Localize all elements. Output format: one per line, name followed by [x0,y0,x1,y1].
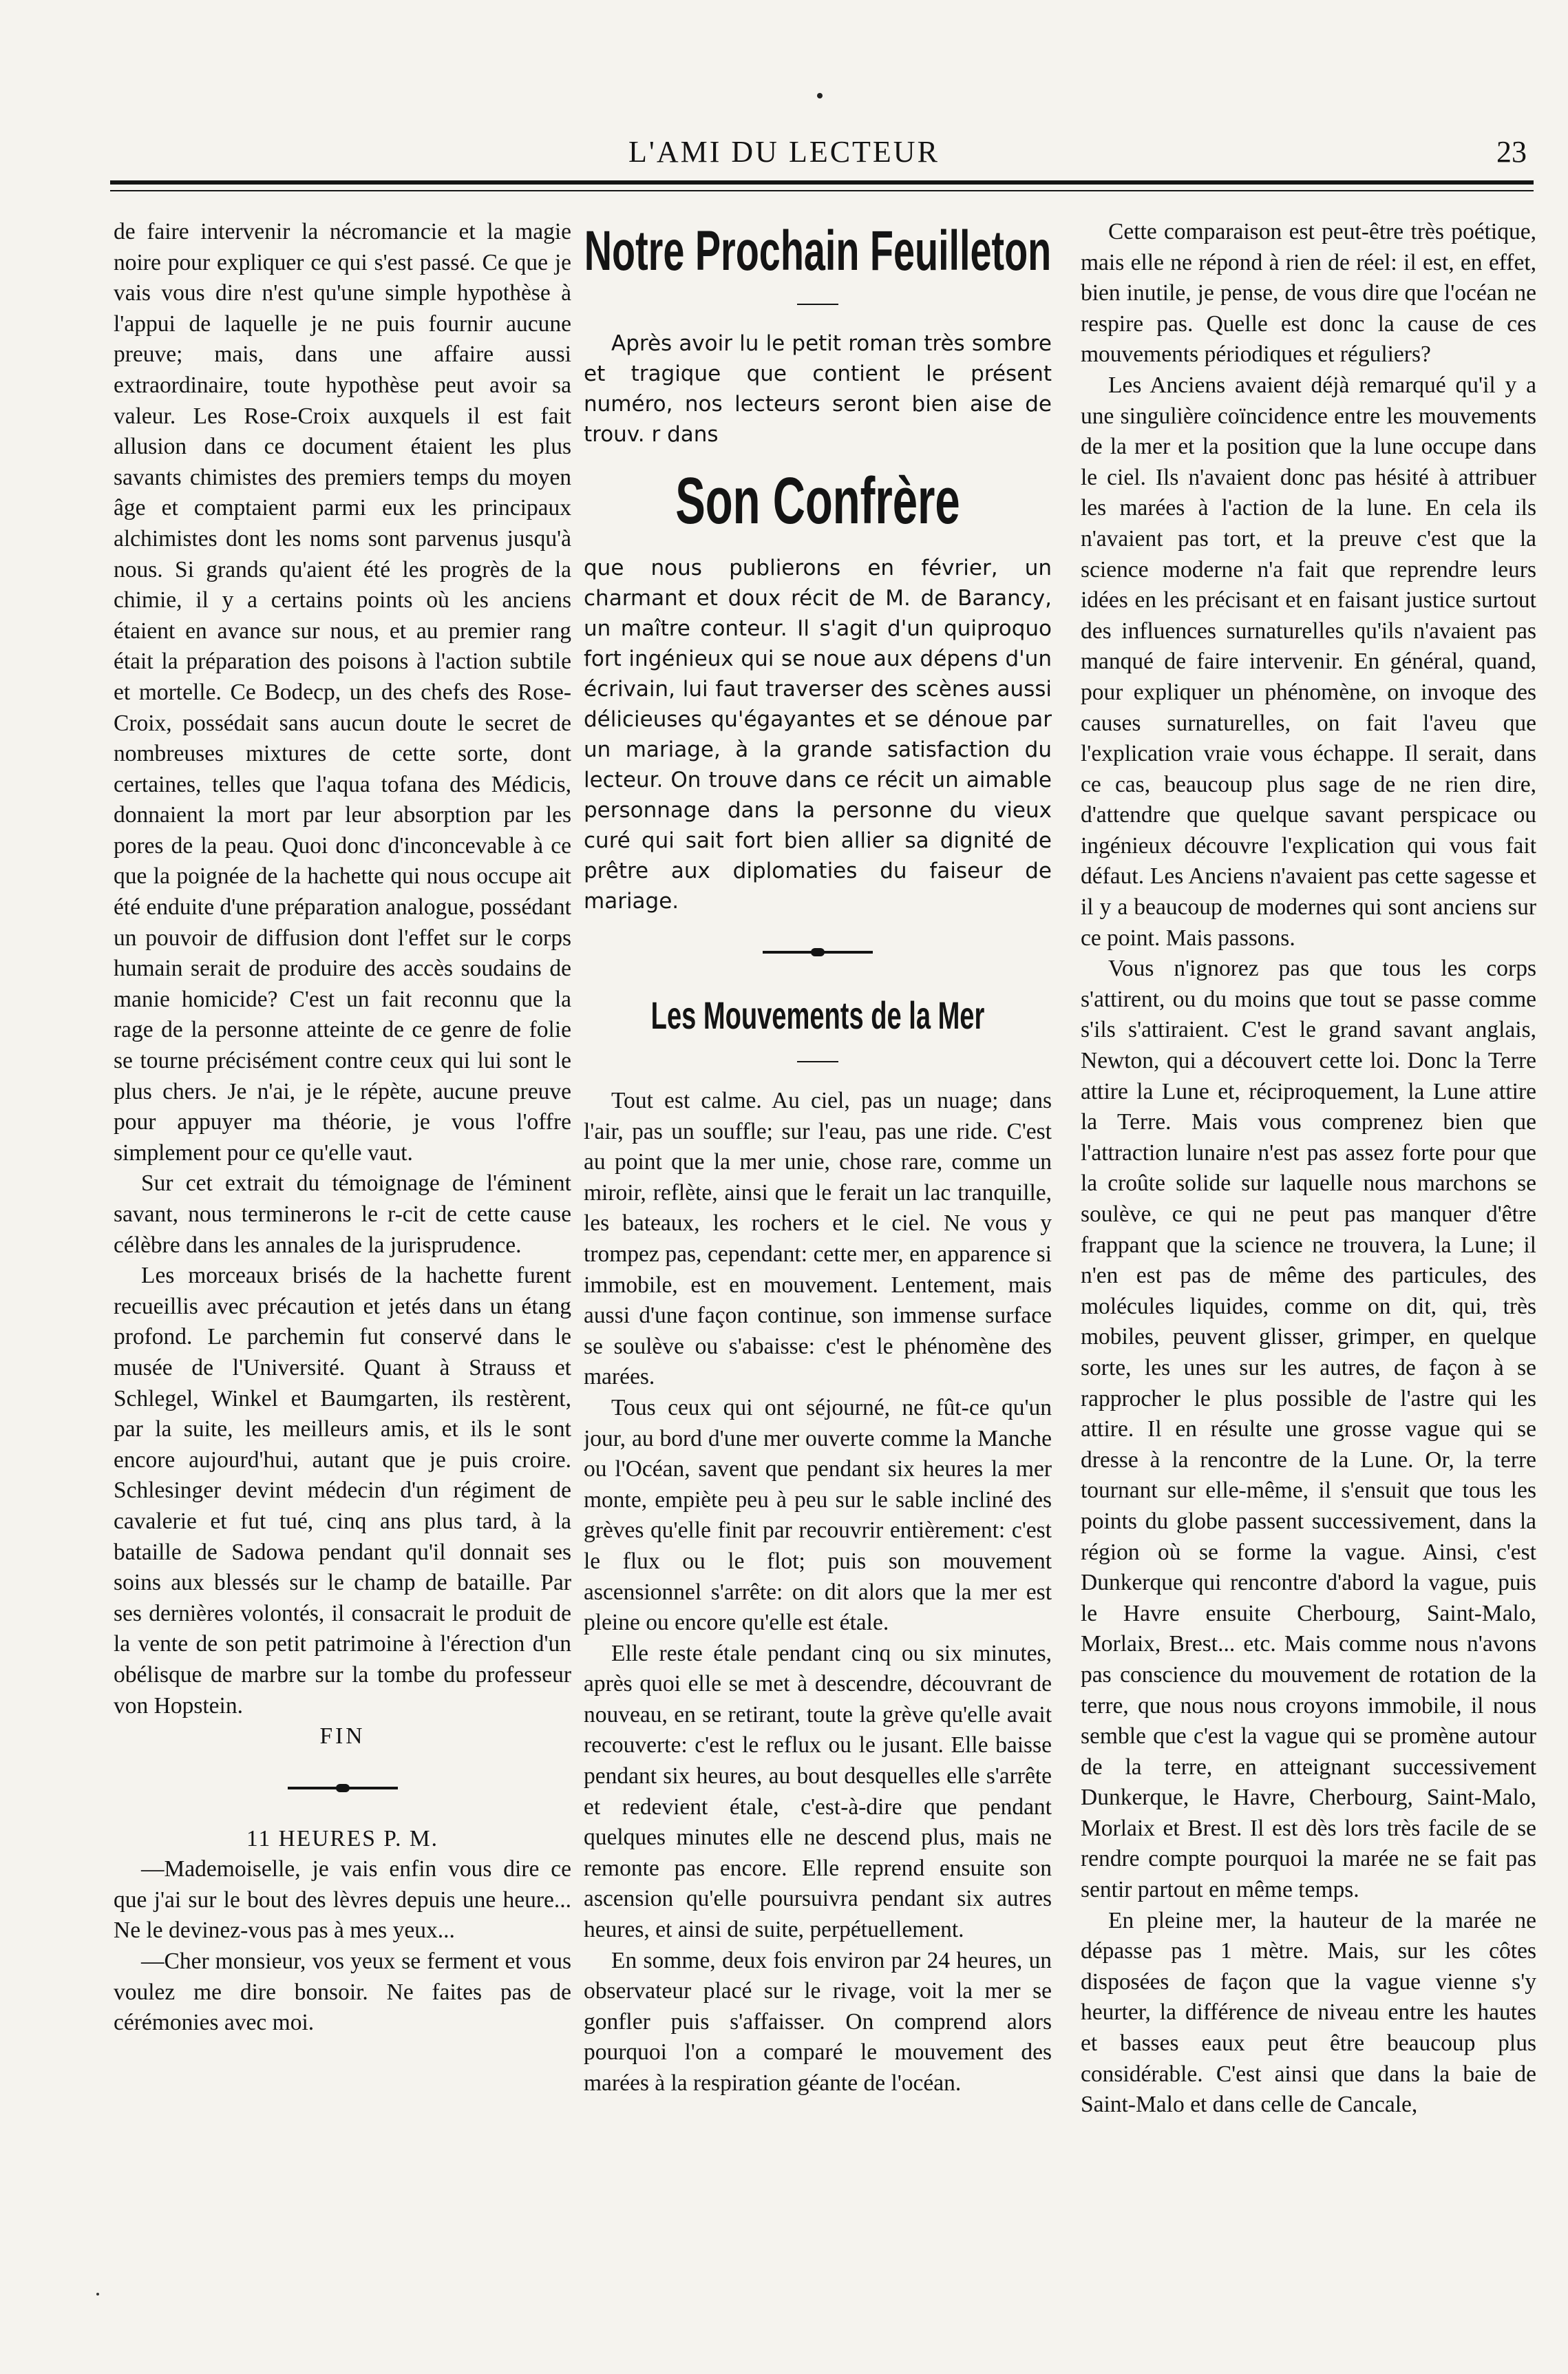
page-number: 23 [1496,135,1527,169]
fin-label: FIN [319,1723,365,1750]
paragraph: Elle reste étale pendant cinq ou six minutes, après quoi elle se met à descendre, découvrant de nouveau, en se retirant, toute la grève qu'elle avait recouverte: c'est le reflux ou le jusant. Elle baisse pendant six heures, au bout desquelles elle s'arrête et redevient étale, c'est-à-dire que pendant quelques minutes elle ne descend plus, mais ne remonte pas encore. Elle reprend ensuite son ascension qu'elle poursuivra pendant six autres heures, et ainsi de suite, perpétuellement. [584,1640,1052,1943]
column-right [1081,217,1536,2351]
header-rule-thin [110,190,1534,191]
paragraph: Tous ceux qui ont séjourné, ne fût-ce qu'un jour, au bord d'une mer ouverte comme la Manche ou l'Océan, savent que pendant six heures la mer monte, empiète peu à peu sur le sable incliné des grèves qu'elle finit par recouvrir entièrement: c'est le flux ou le flot; puis son mouvement ascensionnel s'arrête: on dit alors que la mer est pleine ou encore qu'elle est étale. [584,1394,1052,1636]
header-rule-thick [110,180,1534,185]
page-header [0,134,1568,176]
feuilleton-body: que nous publierons en février, un charmant et doux récit de M. de Barancy, un maître conteur. Il s'agit d'un quiproquo fort ingénieux qui se noue aux dépens d'un écrivain, lui faut traverser des scènes aussi délicieuses qu'égayantes et se dénoue par un mariage, à la grande satisfaction du lecteur. On trouve dans ce récit un aimable personnage dans la personne du vieux curé qui sait fort bien allier sa dignité de prêtre aux diplomaties du faiseur de mariage. [584,556,1052,914]
paragraph: —Cher monsieur, vos yeux se ferment et vous voulez me dire bonsoir. Ne faites pas de cérémonies avec moi. [114,1948,571,2036]
ornament-divider [763,951,873,954]
short-rule [797,1061,838,1062]
paragraph: Sur cet extrait du témoignage de l'éminent savant, nous terminerons le r-cit de cette cause célèbre dans les annales de la jurisprudence. [114,1170,571,1258]
ink-dot [96,2293,99,2296]
column-left [114,217,571,2351]
paragraph: En somme, deux fois environ par 24 heures, un observateur placé sur le rivage, voit la mer se gonfler puis s'affaisser. On comprend alors pourquoi l'on a comparé le mouvement des marées à la respiration géante de l'océan. [584,1947,1052,2096]
column-middle [584,217,1052,2351]
feuilleton-intro: Après avoir lu le petit roman très sombre et tragique que contient le présent numéro, nos lecteurs seront bien aise de trouv. r dans [584,331,1052,447]
ink-dot [817,93,823,98]
heading-feuilleton: Notre Prochain Feuilleton [584,220,1052,282]
paragraph: —Mademoiselle, je vais enfin vous dire ce que j'ai sur le bout des lèvres depuis une heure... Ne le devinez-vous pas à mes yeux... [114,1856,571,1944]
paragraph: Les Anciens avaient déjà remarqué qu'il y a une singulière coïncidence entre les mouvements de la mer et la position que la lune occupe dans le ciel. Ils n'avaient donc pas hésité à attribuer les marées à l'action de la lune. En cela ils n'avaient pas tort, et la preuve c'est que la science moderne n'a fait que reprendre leurs idées en les précisant et en faisant justice surtout des influences surnaturelles qu'ils n'avaient pas manqué de faire intervenir. En général, quand, pour expliquer un phénomène, on invoque des causes surnaturelles, on fait l'aveu que l'explication vraie vous échappe. Il serait, dans ce cas, beaucoup plus sage de ne rien dire, d'attendre que quelque savant perspicace ou ingénieux découvre l'explication qui vous fait défaut. Les Anciens n'avaient pas cette sagesse et il y a beaucoup de modernes qui sont anciens sur ce point. Mais passons. [1081,372,1536,951]
heading-son-confrere: Son Confrère [675,464,960,538]
paragraph: En pleine mer, la hauteur de la marée ne dépasse pas 1 mètre. Mais, sur les côtes disposées de façon que la vague vienne s'y heurter, la différence de niveau entre les hautes et basses eaux peut être beaucoup plus considérable. C'est ainsi que dans la baie de Saint-Malo et dans celle de Cancale, [1081,1907,1536,2118]
running-title: L'AMI DU LECTEUR [628,135,940,169]
paragraph: de faire intervenir la nécromancie et la magie noire pour expliquer ce qui s'est passé. Ce que je vais vous dire n'est qu'une simple hypothèse à l'appui de laquelle je ne puis fournir aucune preuve; mais, dans une affaire aussi extraordinaire, toute hypothèse peut avoir sa valeur. Les Rose-Croix auxquels il est fait allusion dans ce document étaient les plus savants chimistes des premiers temps du moyen âge et comptaient parmi eux les principaux alchimistes dont les noms sont parvenus jusqu'à nous. Si grands qu'aient été les progrès de la chimie, il y a certains points où les anciens étaient en avance sur nous, et au premier rang était la préparation des poisons à l'action subtile et mortelle. Ce Bodecp, un des chefs des Rose-Croix, possédait sans aucun doute le secret de nombreuses mixtures de cette sorte, dont certaines, telles que l'aqua tofana des Médicis, donnaient la mort par leur absorption par les pores de la peau. Quoi donc d'inconcevable à ce que la poignée de la hachette qui nous occupe ait été enduite d'une préparation analogue, possédant un pouvoir de diffusion dont l'effet sur le corps humain serait de produire des accès soudains de manie homicide? C'est un fait reconnu que la rage de la personne atteinte de ce genre de folie se tourne précisément contre ceux qui lui sont le plus chers. Je n'ai, je le répète, aucune preuve pour appuyer ma théorie, je vous l'offre simplement pour ce qu'elle vaut. [114,219,571,1166]
paragraph: Cette comparaison est peut-être très poétique, mais elle ne répond à rien de réel: il est, en effet, bien inutile, je pense, de vous dire que l'océan ne respire pas. Quelle est donc la cause de ces mouvements périodiques et réguliers? [1081,219,1536,368]
short-rule [797,304,838,305]
heading-mouvements-mer: Les Mouvements de la Mer [650,994,985,1037]
paragraph: Tout est calme. Au ciel, pas un nuage; dans l'air, pas un souffle; sur l'eau, pas une ride. C'est au point que la mer unie, chose rare, comme un miroir, reflète, ainsi que le ferait un lac tranquille, les bateaux, les rochers et le ciel. Ne vous y trompez pas, cependant: cette mer, en apparence si immobile, est en mouvement. Lentement, mais aussi d'une façon continue, son immense surface se soulève ou s'abaisse: c'est le phénomène des marées. [584,1088,1052,1390]
ornament-divider [288,1787,398,1789]
paragraph: Les morceaux brisés de la hachette furent recueillis avec précaution et jetés dans un étang profond. Le parchemin fut conservé dans le musée de l'Université. Quant à Strauss et Schlegel, Winkel et Baumgarten, ils restèrent, par la suite, les meilleurs amis, et ils le sont encore aujourd'hui, autant que je puis croire. Schlesinger devint médecin d'un régiment de cavalerie et fut tué, cinq ans plus tard, à la bataille de Sadowa pendant qu'il donnait ses soins aux blessés sur le champ de bataille. Par ses dernières volontés, il consacrait le produit de la vente de son petit patrimoine à l'érection d'un obélisque de marbre sur la tombe du professeur von Hopstein. [114,1263,571,1719]
paragraph: Vous n'ignorez pas que tous les corps s'attirent, ou du moins que tout se passe comme s'ils s'attiraient. C'est le grand savant anglais, Newton, qui a découvert cette loi. Donc la Terre attire la Lune et, réciproquement, la Lune attire la Terre. Mais vous comprenez bien que l'attraction lunaire n'est pas assez forte pour que la croûte solide sur laquelle nous marchons se soulève, ce qui ne peut pas manquer d'être frappant que la science ne trouvera, la Lune; il n'en est pas de même des particules, des molécules liquides, comme on dit, qui, très mobiles, peuvent glisser, grimper, en quelque sorte, les unes sur les autres, de façon à se rapprocher le plus possible de l'astre qui les attire. Il en résulte une grosse vague qui se dresse à la rencontre de la Lune. Or, la terre tournant sur elle-même, il s'ensuit que tous les points du globe passent successivement, dans la région où se forme la vague. Ainsi, c'est Dunkerque qui rencontre d'abord la vague, puis le Havre ensuite Cherbourg, Saint-Malo, Morlaix, Brest... etc. Mais comme nous n'avons pas conscience du mouvement de rotation de la terre, que nous nous croyons immobile, il nous semble que c'est la vague qui se promène autour de la terre, en atteignant successivement Dunkerque, le Havre, Cherbourg, Saint-Malo, Morlaix et Brest. Il est dès lors très facile de se rendre compte pourquoi la marée ne se fait pas sentir partout en même temps. [1081,956,1536,1903]
story-subheading: 11 HEURES P. M. [246,1825,439,1851]
